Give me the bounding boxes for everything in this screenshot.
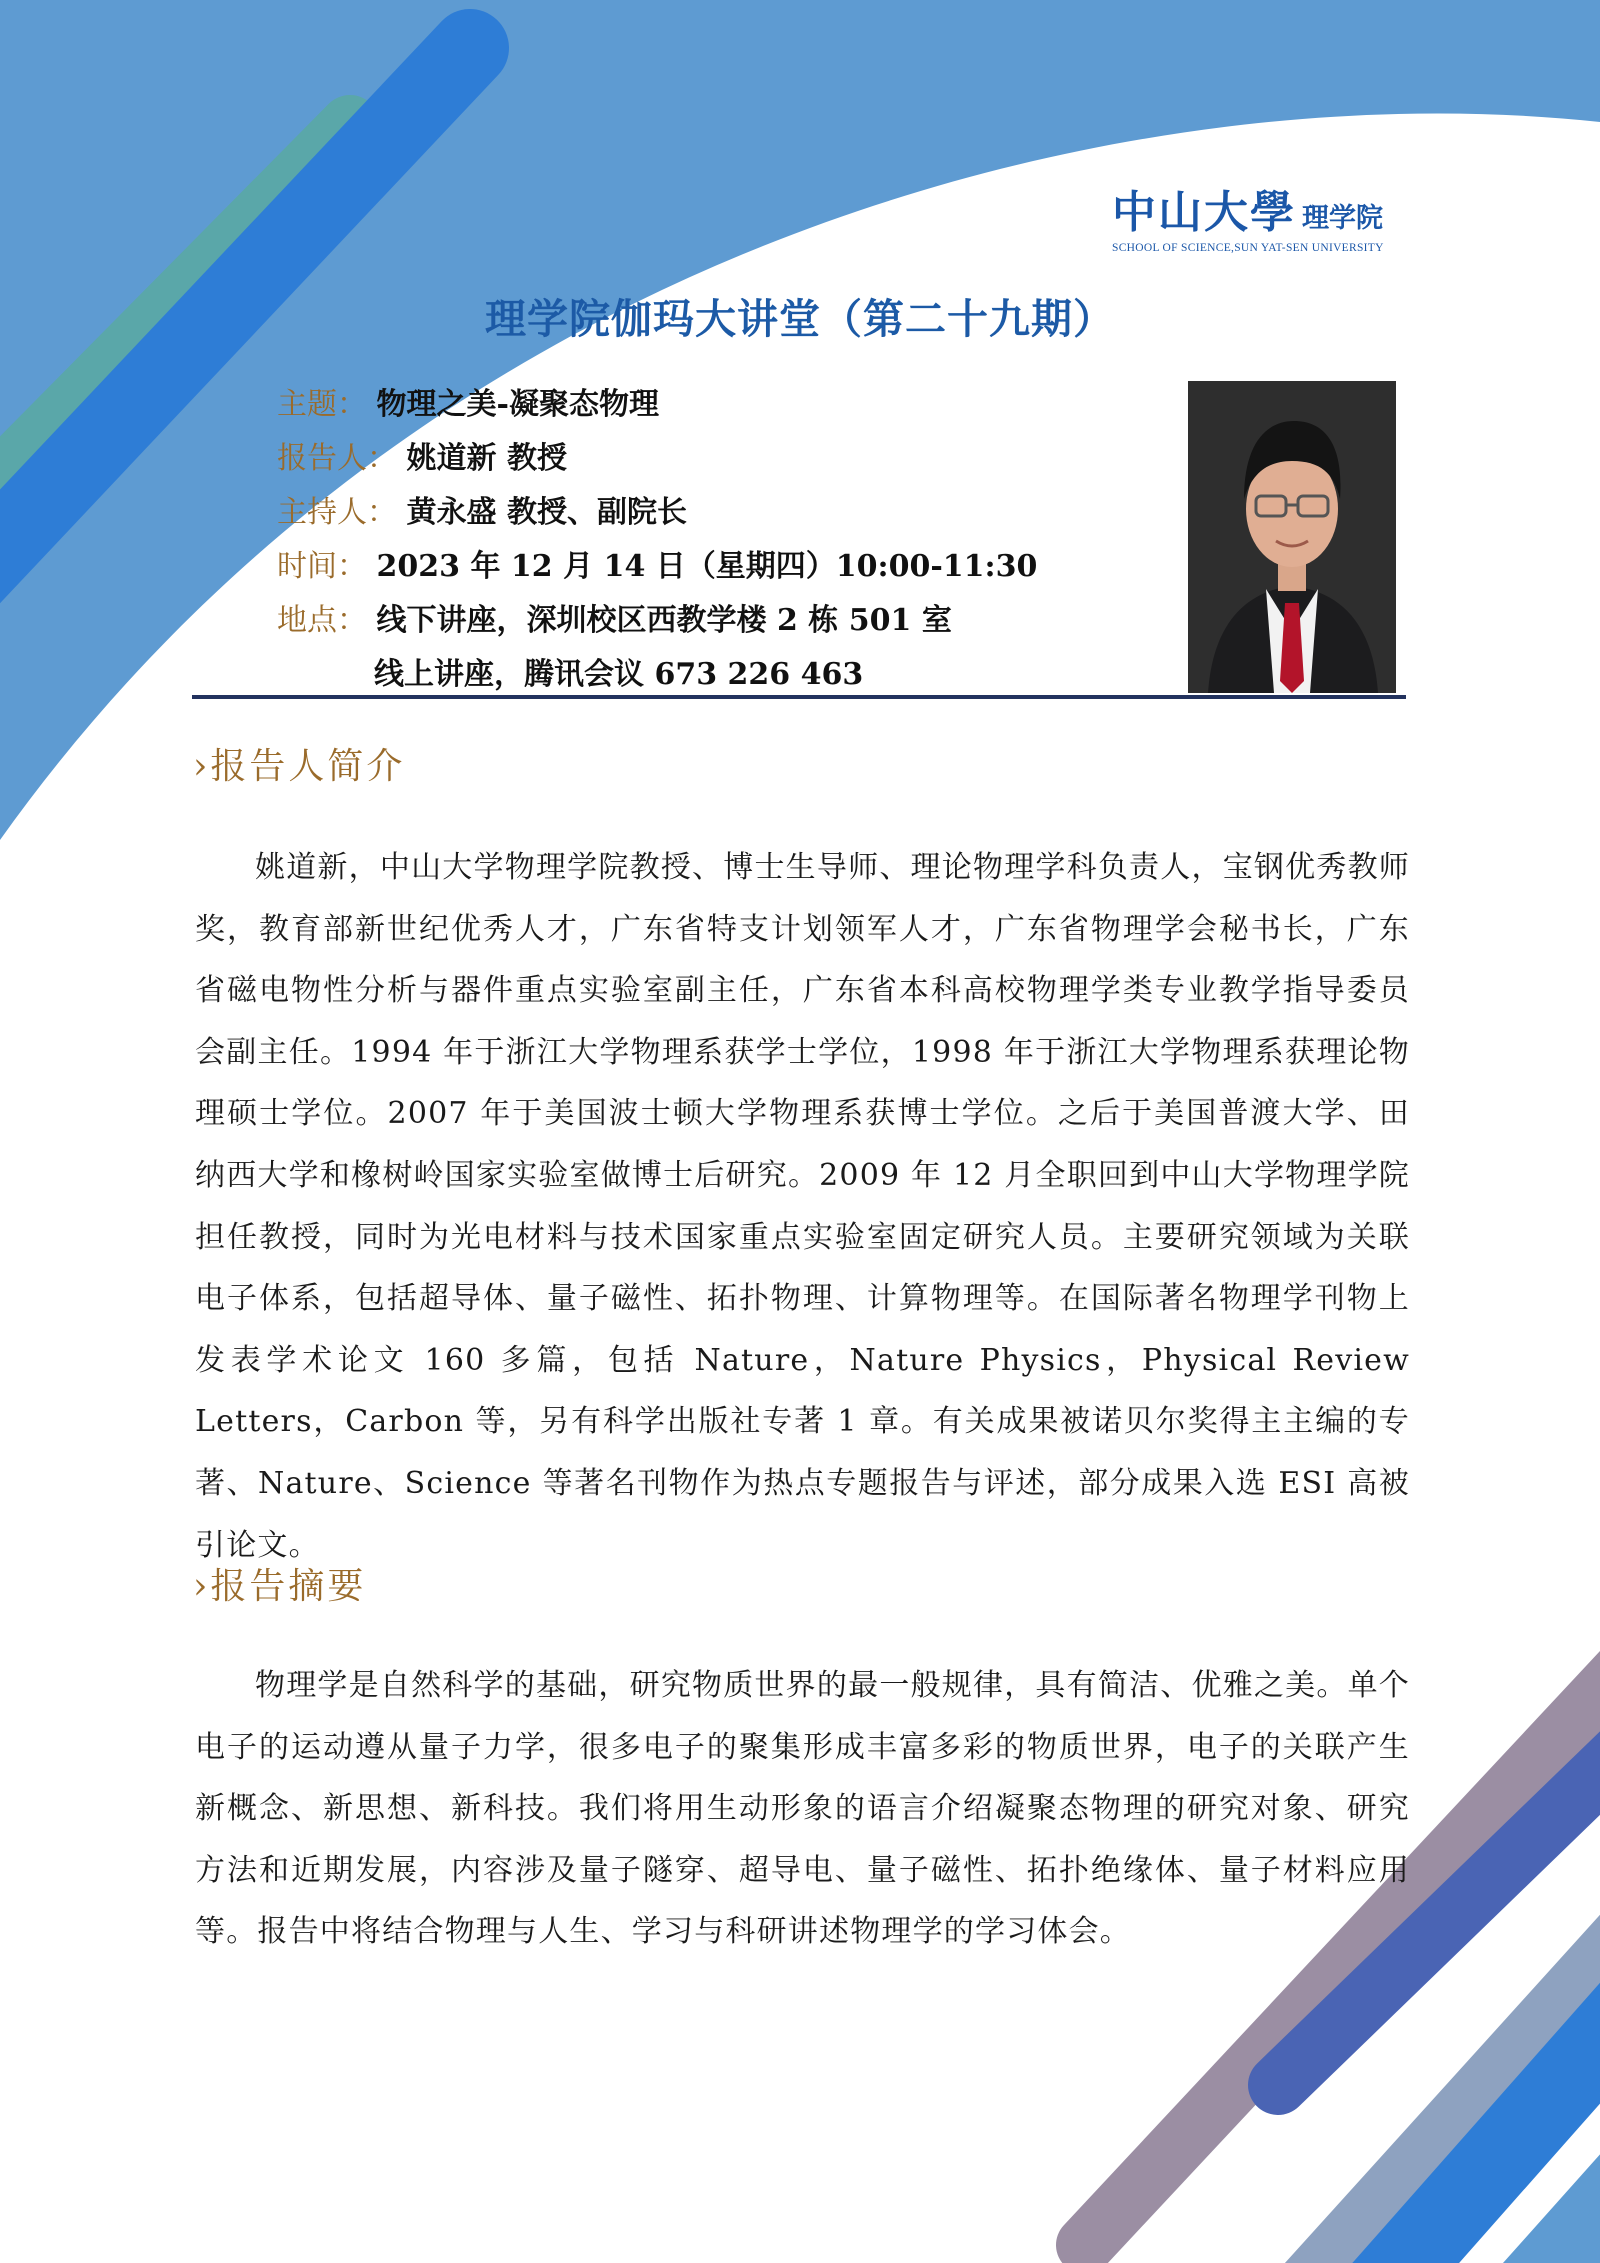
place-row-online xyxy=(277,648,1037,702)
place-offline: 线下讲座，深圳校区西教学楼 2 栋 501 室 xyxy=(376,603,952,638)
bio-heading: ›报告人简介 xyxy=(193,746,406,787)
host-row xyxy=(277,486,1037,540)
topic-value: 物理之美-凝聚态物理 xyxy=(376,387,659,422)
speaker-row xyxy=(277,432,1037,486)
topic-row xyxy=(277,378,1037,432)
lecture-info xyxy=(277,378,1037,702)
speaker-value: 姚道新 教授 xyxy=(406,441,567,476)
time-row xyxy=(277,540,1037,594)
place-row xyxy=(277,594,1037,648)
time-label: 时间： xyxy=(277,549,367,584)
time-value: 2023 年 12 月 14 日（星期四）10:00-11:30 xyxy=(376,549,1038,584)
abstract-text: 物理学是自然科学的基础，研究物质世界的最一般规律，具有简洁、优雅之美。单个电子的运动遵从量子力学，很多电子的聚集形成丰富多彩的物质世界，电子的关联产生新概念、新思想、新科技。我们将用生动形象的语言介绍凝聚态物理的研究对象、研究方法和近期发展，内容涉及量子隧穿、超导电、量子磁性、拓扑绝缘体、量子材料应用等。报告中将结合物理与人生、学习与科研讲述物理学的学习体会。 xyxy=(195,1668,1410,1950)
place-online: 线上讲座，腾讯会议 673 226 463 xyxy=(374,657,864,692)
logo-school-cn: 理学院 xyxy=(1302,203,1383,234)
page-title: 理学院伽玛大讲堂（第二十九期） xyxy=(485,295,1115,343)
host-value: 黄永盛 教授、副院长 xyxy=(406,495,687,530)
topic-label: 主题： xyxy=(277,387,367,422)
university-logo xyxy=(1112,176,1384,254)
speaker-portrait xyxy=(1188,381,1396,693)
info-divider xyxy=(192,695,1406,699)
host-label: 主持人： xyxy=(277,495,397,530)
place-label: 地点： xyxy=(277,603,367,638)
speaker-label: 报告人： xyxy=(277,441,397,476)
abstract-heading: ›报告摘要 xyxy=(193,1566,367,1607)
logo-name-cn: 中山大學 xyxy=(1112,187,1296,238)
portrait-illustration xyxy=(1188,381,1396,693)
logo-name-en: SCHOOL OF SCIENCE,SUN YAT-SEN UNIVERSITY xyxy=(1112,242,1384,254)
bio-text: 姚道新，中山大学物理学院教授、博士生导师、理论物理学科负责人，宝钢优秀教师奖，教育部新世纪优秀人才，广东省特支计划领军人才，广东省物理学会秘书长，广东省磁电物性分析与器件重点实验室副主任，广东省本科高校物理学类专业教学指导委员会副主任。1994 年于浙江大学物理系获学士学位，1998 年于浙江大学物理系获理论物理硕士学位。2007 年于美国波士顿大学物理系获博士学位。之后于美国普渡大学、田纳西大学和橡树岭国家实验室做博士后研究。2009 年 12 月全职回到中山大学物理学院担任教授，同时为光电材料与技术国家重点实验室固定研究人员。主要研究领域为关联电子体系，包括超导体、量子磁性、拓扑物理、计算物理等。在国际著名物理学刊物上发表学术论文 160 多篇，包括 Nature，Nature Physics，Physical Review Letters，Carbon 等，另有科学出版社专著 1 章。有关成果被诺贝尔奖得主主编的专著、Nature、Science 等著名刊物作为热点专题报告与评述，部分成果入选 ESI 高被引论文。 xyxy=(195,850,1410,1563)
